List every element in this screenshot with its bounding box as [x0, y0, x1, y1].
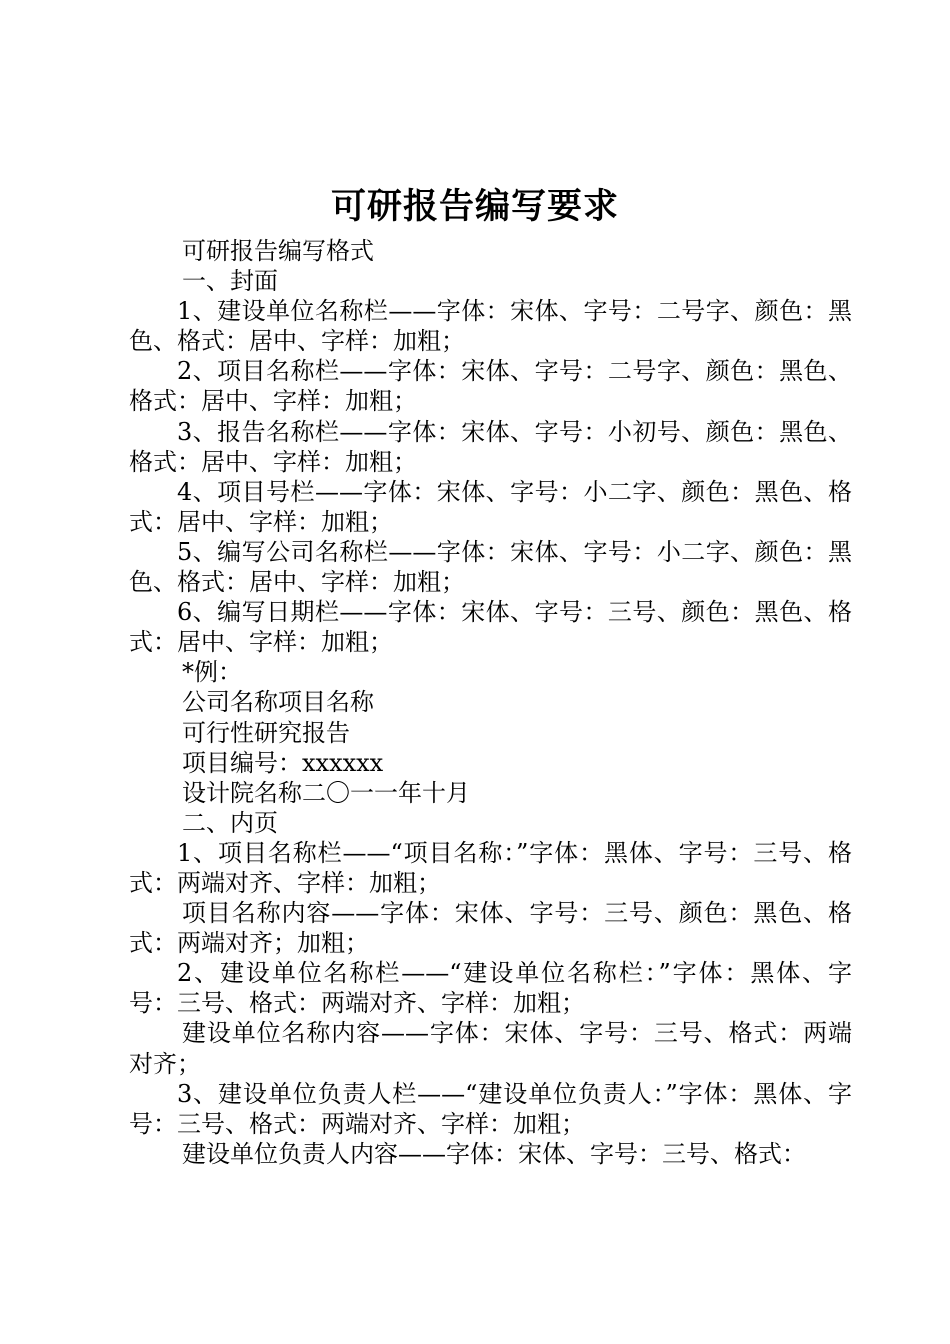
paragraph: 5、编写公司名称栏——字体：宋体、字号：小二字、颜色：黑色、格式：居中、字样：加粗；	[129, 537, 852, 597]
paragraph: 建设单位名称内容——字体：宋体、字号：三号、格式：两端对齐；	[129, 1019, 852, 1078]
paragraph: 二、内页	[182, 808, 278, 837]
paragraph: 1、建设单位名称栏——字体：宋体、字号：二号字、颜色：黑色、格式：居中、字样：加粗；	[129, 297, 852, 356]
paragraph: 2、建设单位名称栏——“建设单位名称栏：”字体：黑体、字号：三号、格式：两端对齐、字样：加粗；	[129, 959, 852, 1018]
paragraph: 3、建设单位负责人栏——“建设单位负责人：”字体：黑体、字号：三号、格式：两端对齐、字样：加粗；	[129, 1079, 852, 1138]
paragraph: 3、报告名称栏——字体：宋体、字号：小初号、颜色：黑色、格式：居中、字样：加粗；	[129, 417, 852, 476]
paragraph: 4、项目号栏——字体：宋体、字号：小二字、颜色：黑色、格式：居中、字样：加粗；	[129, 477, 852, 536]
document-body	[129, 236, 852, 1169]
paragraph: 2、项目名称栏——字体：宋体、字号：二号字、颜色：黑色、格式：居中、字样：加粗；	[129, 357, 852, 416]
document-title: 可研报告编写要求	[330, 186, 619, 227]
paragraph: 可研报告编写格式	[182, 237, 374, 265]
paragraph: *例：	[182, 658, 242, 687]
paragraph: 公司名称项目名称	[182, 688, 374, 717]
paragraph: 6、编写日期栏——字体：宋体、字号：三号、颜色：黑色、格式：居中、字样：加粗；	[129, 598, 852, 657]
paragraph: 项目名称内容——字体：宋体、字号：三号、颜色：黑色、格式：两端对齐；加粗；	[129, 899, 852, 958]
paragraph: 建设单位负责人内容——字体：宋体、字号：三号、格式：	[182, 1139, 806, 1168]
paragraph: 项目编号：xxxxxx	[182, 748, 384, 777]
paragraph: 可行性研究报告	[182, 718, 350, 747]
paragraph: 一、封面	[182, 267, 278, 296]
paragraph: 1、项目名称栏——“项目名称：”字体：黑体、字号：三号、格式：两端对齐、字样：加粗；	[129, 838, 852, 897]
paragraph: 设计院名称二〇一一年十月	[182, 778, 470, 807]
